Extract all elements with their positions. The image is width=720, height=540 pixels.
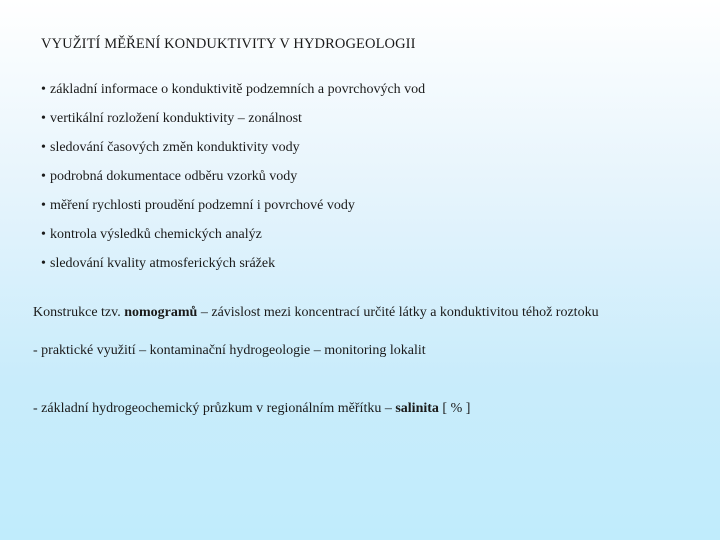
slide-title: VYUŽITÍ MĚŘENÍ KONDUKTIVITY V HYDROGEOLOGII — [41, 36, 416, 52]
bullet-icon: • — [41, 198, 46, 213]
bullet-icon: • — [41, 227, 46, 242]
survey-prefix: - základní hydrogeochemický průzkum v regionálním měřítku – — [33, 401, 396, 416]
nomogram-paragraph — [33, 305, 599, 321]
bullet-icon: • — [41, 82, 46, 97]
list-item — [41, 225, 425, 254]
bullet-text: kontrola výsledků chemických analýz — [50, 227, 262, 242]
bullet-list — [41, 80, 425, 283]
bullet-text: podrobná dokumentace odběru vzorků vody — [50, 169, 298, 184]
list-item — [41, 80, 425, 109]
survey-suffix: [ % ] — [438, 401, 471, 416]
list-item — [41, 196, 425, 225]
bullet-text: vertikální rozložení konduktivity – zonálnost — [50, 111, 302, 126]
nomogram-term: nomogramů — [124, 305, 198, 320]
practical-use-paragraph: - praktické využití – kontaminační hydrogeologie – monitoring lokalit — [33, 343, 426, 358]
bullet-text: základní informace o konduktivitě podzemních a povrchových vod — [50, 82, 426, 97]
nomogram-prefix: Konstrukce tzv. — [33, 305, 125, 320]
bullet-icon: • — [41, 140, 46, 155]
list-item — [41, 109, 425, 138]
list-item — [41, 167, 425, 196]
bullet-icon: • — [41, 111, 46, 126]
list-item — [41, 254, 425, 283]
survey-paragraph — [33, 401, 470, 417]
nomogram-suffix: – závislost mezi koncentrací určité látky a konduktivitou téhož roztoku — [197, 305, 599, 320]
bullet-icon: • — [41, 169, 46, 184]
bullet-icon: • — [41, 256, 46, 271]
bullet-text: sledování kvality atmosferických srážek — [50, 256, 276, 271]
list-item — [41, 138, 425, 167]
salinity-term: salinita — [395, 401, 439, 416]
bullet-text: měření rychlosti proudění podzemní i povrchové vody — [50, 198, 355, 213]
bullet-text: sledování časových změn konduktivity vody — [50, 140, 300, 155]
